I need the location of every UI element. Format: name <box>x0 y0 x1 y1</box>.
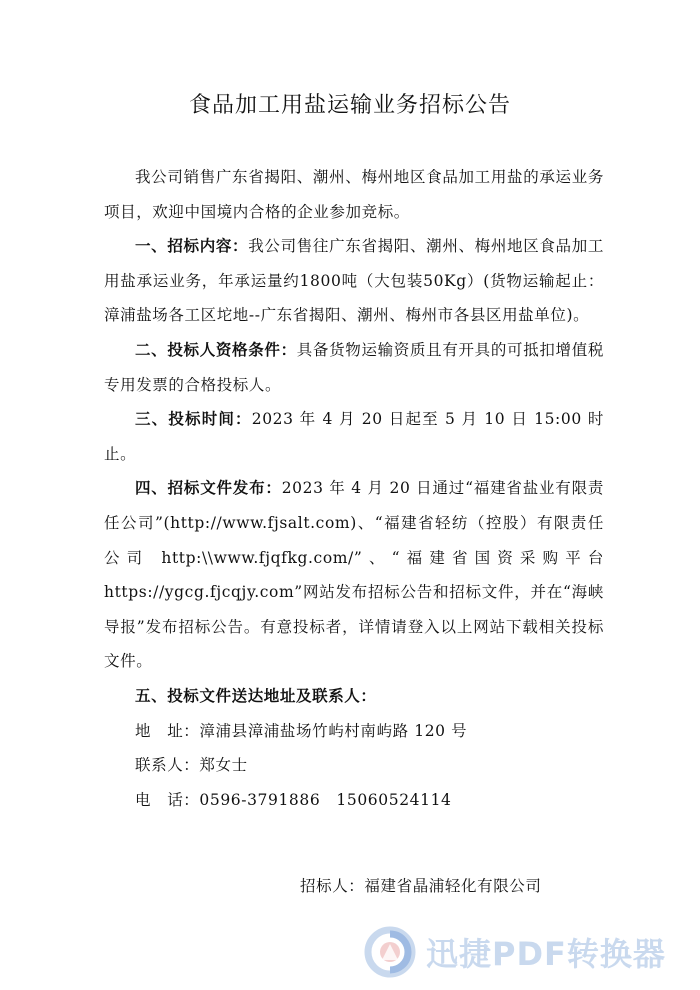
signature: 招标人：福建省晶浦轻化有限公司 <box>300 877 542 895</box>
document-body <box>104 160 604 817</box>
section-4-heading: 四、招标文件发布： <box>135 478 282 498</box>
section-2-paragraph <box>104 333 604 402</box>
section-5-heading: 五、投标文件送达地址及联系人： <box>135 685 377 705</box>
section-1-text: 我公司售往广东省揭阳、潮州、梅州地区食品加工用盐承运业务，年承运量约1800吨（大包装50Kg）(货物运输起止：漳浦盐场各工区坨地--广东省揭阳、潮州、梅州市各县区用盐单位)。 <box>104 237 605 325</box>
section-4-paragraph <box>104 471 604 679</box>
section-3-heading: 三、投标时间： <box>135 409 252 429</box>
contact-person-value: 郑女士 <box>199 756 248 775</box>
document-title: 食品加工用盐运输业务招标公告 <box>188 93 511 118</box>
contact-person-label: 联系人： <box>135 756 200 775</box>
intro-paragraph: 我公司销售广东省揭阳、潮州、梅州地区食品加工用盐的承运业务项目，欢迎中国境内合格的企业参加竞标。 <box>104 168 604 221</box>
contact-phone-label: 电 话： <box>135 790 200 809</box>
section-2-heading: 二、投标人资格条件： <box>135 339 297 359</box>
section-1-heading: 一、招标内容： <box>135 236 249 256</box>
section-5-paragraph <box>104 679 604 714</box>
section-4-text: 2023 年 4 月 20 日通过“福建省盐业有限责任公司”(http://www.fjsalt.com)、“福建省轻纺（控股）有限责任公司 http:\\www.fjqfkg.com/”、“福建省国资采购平台 https://ygcg.fjcqjy.com”网站发布招标公告和招标文件，并在“海峡导报”发布招标公告。有意投标者，详情请登入以上网站下载相关投标文件。 <box>104 479 604 671</box>
contact-phone-value: 0596-3791886 15060524114 <box>199 790 452 809</box>
contact-address-value: 漳浦县漳浦盐场竹屿村南屿路 120 号 <box>199 721 468 740</box>
watermark-text: 迅捷PDF转换器 <box>426 935 666 973</box>
contact-phone-line <box>104 783 604 818</box>
contact-address-line <box>104 714 604 749</box>
watermark <box>362 920 692 984</box>
section-2-text: 具备货物运输资质且有开具的可抵扣增值税专用发票的合格投标人。 <box>104 340 604 394</box>
contact-address-label: 地 址： <box>135 721 200 740</box>
pdf-converter-logo-icon <box>362 924 418 980</box>
contact-person-line <box>104 748 604 783</box>
section-3-paragraph <box>104 402 604 471</box>
section-1-paragraph <box>104 229 604 333</box>
section-3-text: 2023 年 4 月 20 日起至 5 月 10 日 15:00 时止。 <box>104 410 604 463</box>
